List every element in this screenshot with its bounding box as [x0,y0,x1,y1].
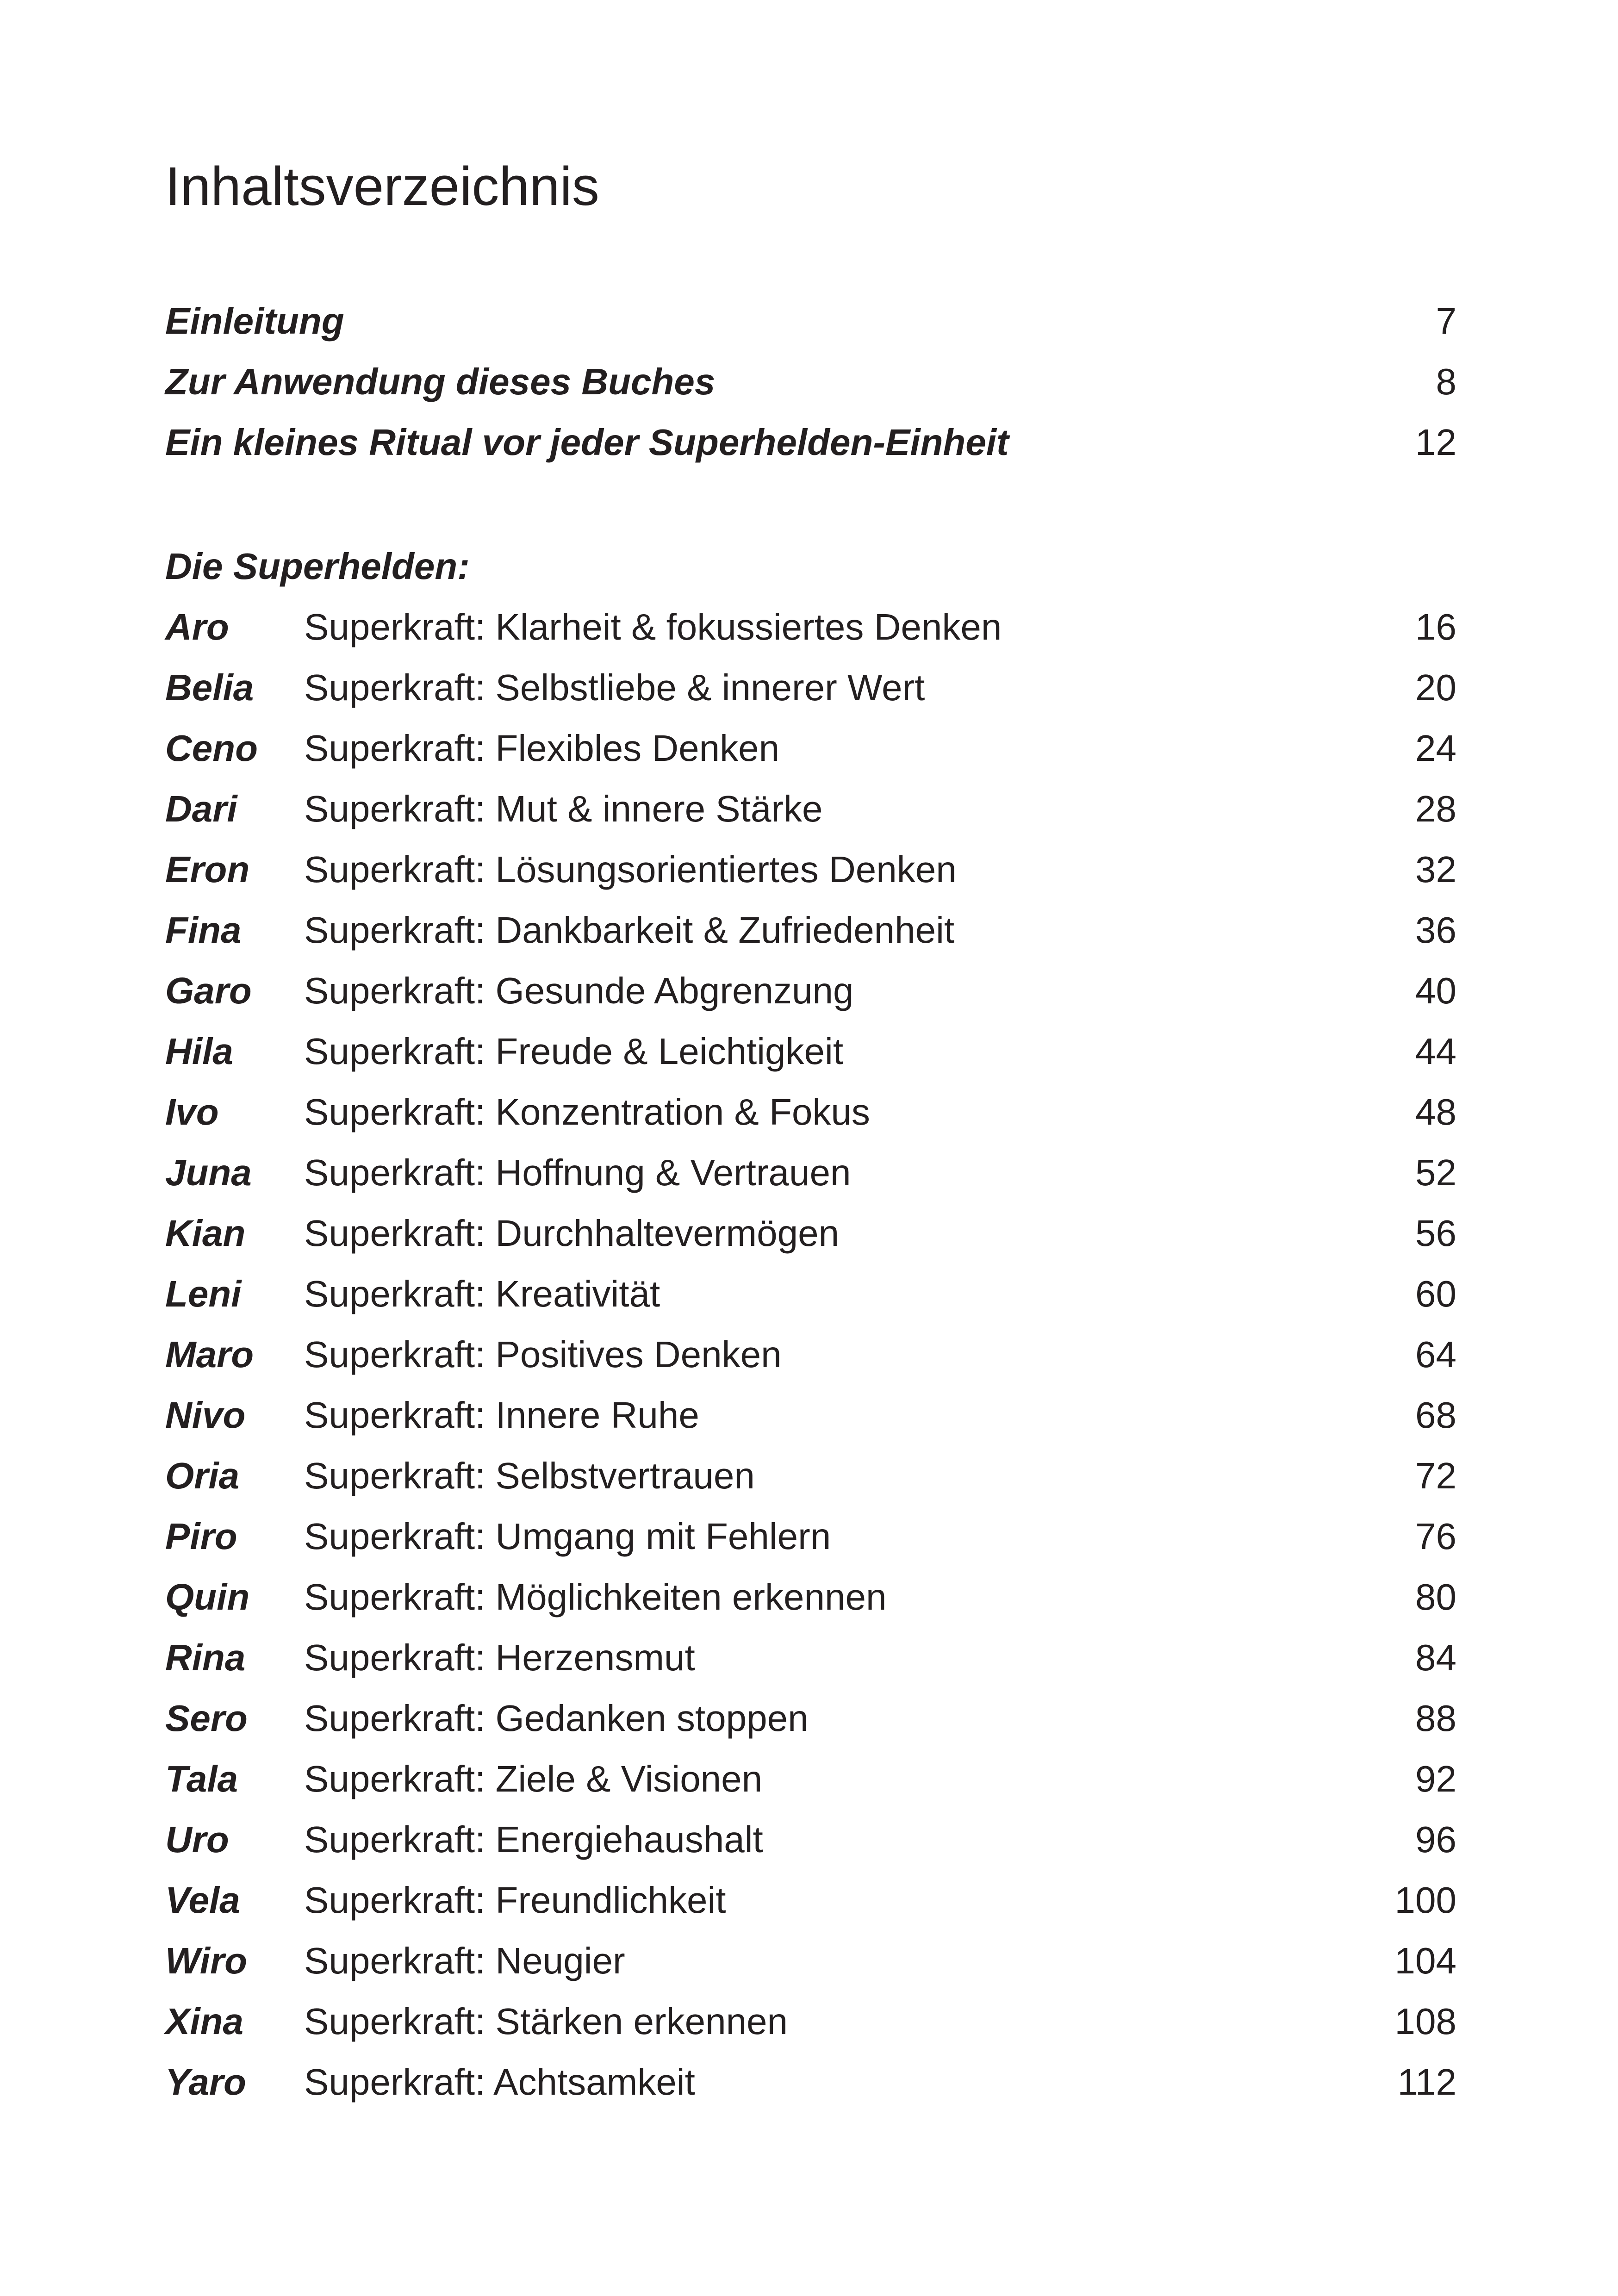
toc-entry-page: 48 [1415,1091,1456,1132]
toc-entry-hero-nivo[interactable] [165,1385,1456,1445]
toc-entry-page: 44 [1415,1031,1456,1072]
toc-entry-hero-quin[interactable] [165,1567,1456,1627]
hero-name: Aro [165,606,229,647]
toc-entry-hero-piro[interactable] [165,1506,1456,1567]
hero-superpower: Superkraft: Innere Ruhe [304,1394,699,1436]
toc-entry-hero-belia[interactable] [165,657,1456,718]
hero-name: Belia [165,667,254,708]
toc-entry-page: 8 [1436,361,1456,402]
hero-name: Wiro [165,1940,248,1981]
hero-superpower: Superkraft: Energiehaushalt [304,1819,763,1860]
toc-entry-page: 52 [1415,1152,1456,1193]
hero-name: Dari [165,788,237,829]
toc-entry-usage[interactable] [165,351,1456,412]
hero-name: Ivo [165,1091,219,1132]
hero-superpower: Superkraft: Herzensmut [304,1637,695,1678]
hero-superpower: Superkraft: Dankbarkeit & Zufriedenheit [304,909,955,951]
toc-entry-hero-ivo[interactable] [165,1082,1456,1142]
toc-entry-page: 20 [1415,667,1456,708]
hero-name: Hila [165,1031,233,1072]
toc-entry-hero-rina[interactable] [165,1627,1456,1688]
toc-entry-label: Zur Anwendung dieses Buches [165,361,716,402]
toc-entry-page: 28 [1415,788,1456,829]
toc-entry-page: 12 [1415,422,1456,463]
hero-superpower: Superkraft: Umgang mit Fehlern [304,1516,831,1557]
hero-name: Xina [165,2001,243,2042]
page-title: Inhaltsverzeichnis [165,156,599,217]
hero-name: Fina [165,909,242,951]
toc-entry-page: 64 [1415,1334,1456,1375]
toc-entry-hero-xina[interactable] [165,1991,1456,2052]
hero-name: Kian [165,1213,246,1254]
hero-name: Quin [165,1576,250,1618]
toc-entry-page: 88 [1415,1698,1456,1739]
hero-superpower: Superkraft: Durchhaltevermögen [304,1213,840,1254]
hero-name: Oria [165,1455,240,1496]
hero-name: Sero [165,1698,248,1739]
toc-entry-page: 16 [1415,606,1456,647]
toc-entry-page: 68 [1415,1394,1456,1436]
toc-entry-page: 96 [1415,1819,1456,1860]
hero-superpower: Superkraft: Freude & Leichtigkeit [304,1031,844,1072]
hero-superpower: Superkraft: Stärken erkennen [304,2001,788,2042]
toc-entry-page: 72 [1415,1455,1456,1496]
toc-entry-hero-aro[interactable] [165,597,1456,657]
toc-entry-hero-sero[interactable] [165,1688,1456,1748]
toc-entry-hero-oria[interactable] [165,1445,1456,1506]
toc-entry-page: 80 [1415,1576,1456,1618]
hero-superpower: Superkraft: Klarheit & fokussiertes Denken [304,606,1002,647]
toc-entry-page: 108 [1394,2001,1456,2042]
hero-superpower: Superkraft: Lösungsorientiertes Denken [304,849,957,890]
toc-entry-page: 100 [1394,1879,1456,1921]
hero-superpower: Superkraft: Gedanken stoppen [304,1698,809,1739]
hero-superpower: Superkraft: Konzentration & Fokus [304,1091,870,1132]
hero-superpower: Superkraft: Hoffnung & Vertrauen [304,1152,851,1193]
toc-entry-hero-hila[interactable] [165,1021,1456,1082]
toc-entry-label: Einleitung [165,300,344,342]
toc-entry-page: 84 [1415,1637,1456,1678]
section-heading-heroes: Die Superhelden: [165,546,470,587]
toc-entry-hero-yaro[interactable] [165,2052,1456,2112]
hero-superpower: Superkraft: Kreativität [304,1273,660,1314]
toc-entry-hero-tala[interactable] [165,1748,1456,1809]
hero-name: Eron [165,849,250,890]
toc-entry-page: 104 [1394,1940,1456,1981]
hero-superpower: Superkraft: Achtsamkeit [304,2061,695,2103]
hero-superpower: Superkraft: Ziele & Visionen [304,1758,763,1799]
hero-name: Leni [165,1273,242,1314]
toc-entry-hero-fina[interactable] [165,900,1456,960]
toc-entry-page: 76 [1415,1516,1456,1557]
toc-entry-hero-eron[interactable] [165,839,1456,900]
hero-name: Ceno [165,728,258,769]
toc-entry-hero-uro[interactable] [165,1809,1456,1870]
hero-name: Tala [165,1758,238,1799]
hero-superpower: Superkraft: Positives Denken [304,1334,782,1375]
hero-superpower: Superkraft: Neugier [304,1940,625,1981]
toc-entry-page: 24 [1415,728,1456,769]
toc-entry-hero-leni[interactable] [165,1263,1456,1324]
hero-superpower: Superkraft: Selbstvertrauen [304,1455,755,1496]
hero-name: Yaro [165,2061,246,2103]
hero-name: Juna [165,1152,252,1193]
toc-entry-introduction[interactable] [165,291,1456,351]
toc-entry-hero-maro[interactable] [165,1324,1456,1385]
hero-superpower: Superkraft: Flexibles Denken [304,728,780,769]
toc-entry-hero-garo[interactable] [165,960,1456,1021]
toc-entry-hero-dari[interactable] [165,778,1456,839]
toc-entry-hero-juna[interactable] [165,1142,1456,1203]
hero-name: Vela [165,1879,240,1921]
hero-name: Piro [165,1516,237,1557]
hero-superpower: Superkraft: Mut & innere Stärke [304,788,823,829]
toc-entry-page: 32 [1415,849,1456,890]
toc-entry-hero-ceno[interactable] [165,718,1456,778]
hero-name: Nivo [165,1394,246,1436]
toc-entry-page: 36 [1415,909,1456,951]
hero-name: Rina [165,1637,246,1678]
toc-entry-page: 92 [1415,1758,1456,1799]
toc-entry-ritual[interactable] [165,412,1456,473]
toc-entry-hero-vela[interactable] [165,1870,1456,1930]
toc-entry-hero-wiro[interactable] [165,1930,1456,1991]
toc-entry-page: 60 [1415,1273,1456,1314]
hero-name: Garo [165,970,252,1011]
toc-entry-page: 7 [1436,300,1456,342]
toc-entry-page: 112 [1397,2061,1456,2103]
toc-entry-label: Ein kleines Ritual vor jeder Superhelden-Einheit [165,422,1009,463]
hero-superpower: Superkraft: Gesunde Abgrenzung [304,970,854,1011]
hero-superpower: Superkraft: Selbstliebe & innerer Wert [304,667,925,708]
hero-superpower: Superkraft: Freundlichkeit [304,1879,726,1921]
hero-name: Maro [165,1334,254,1375]
toc-entry-page: 56 [1415,1213,1456,1254]
hero-superpower: Superkraft: Möglichkeiten erkennen [304,1576,887,1618]
hero-name: Uro [165,1819,229,1860]
toc-entry-hero-kian[interactable] [165,1203,1456,1263]
toc-entry-page: 40 [1415,970,1456,1011]
